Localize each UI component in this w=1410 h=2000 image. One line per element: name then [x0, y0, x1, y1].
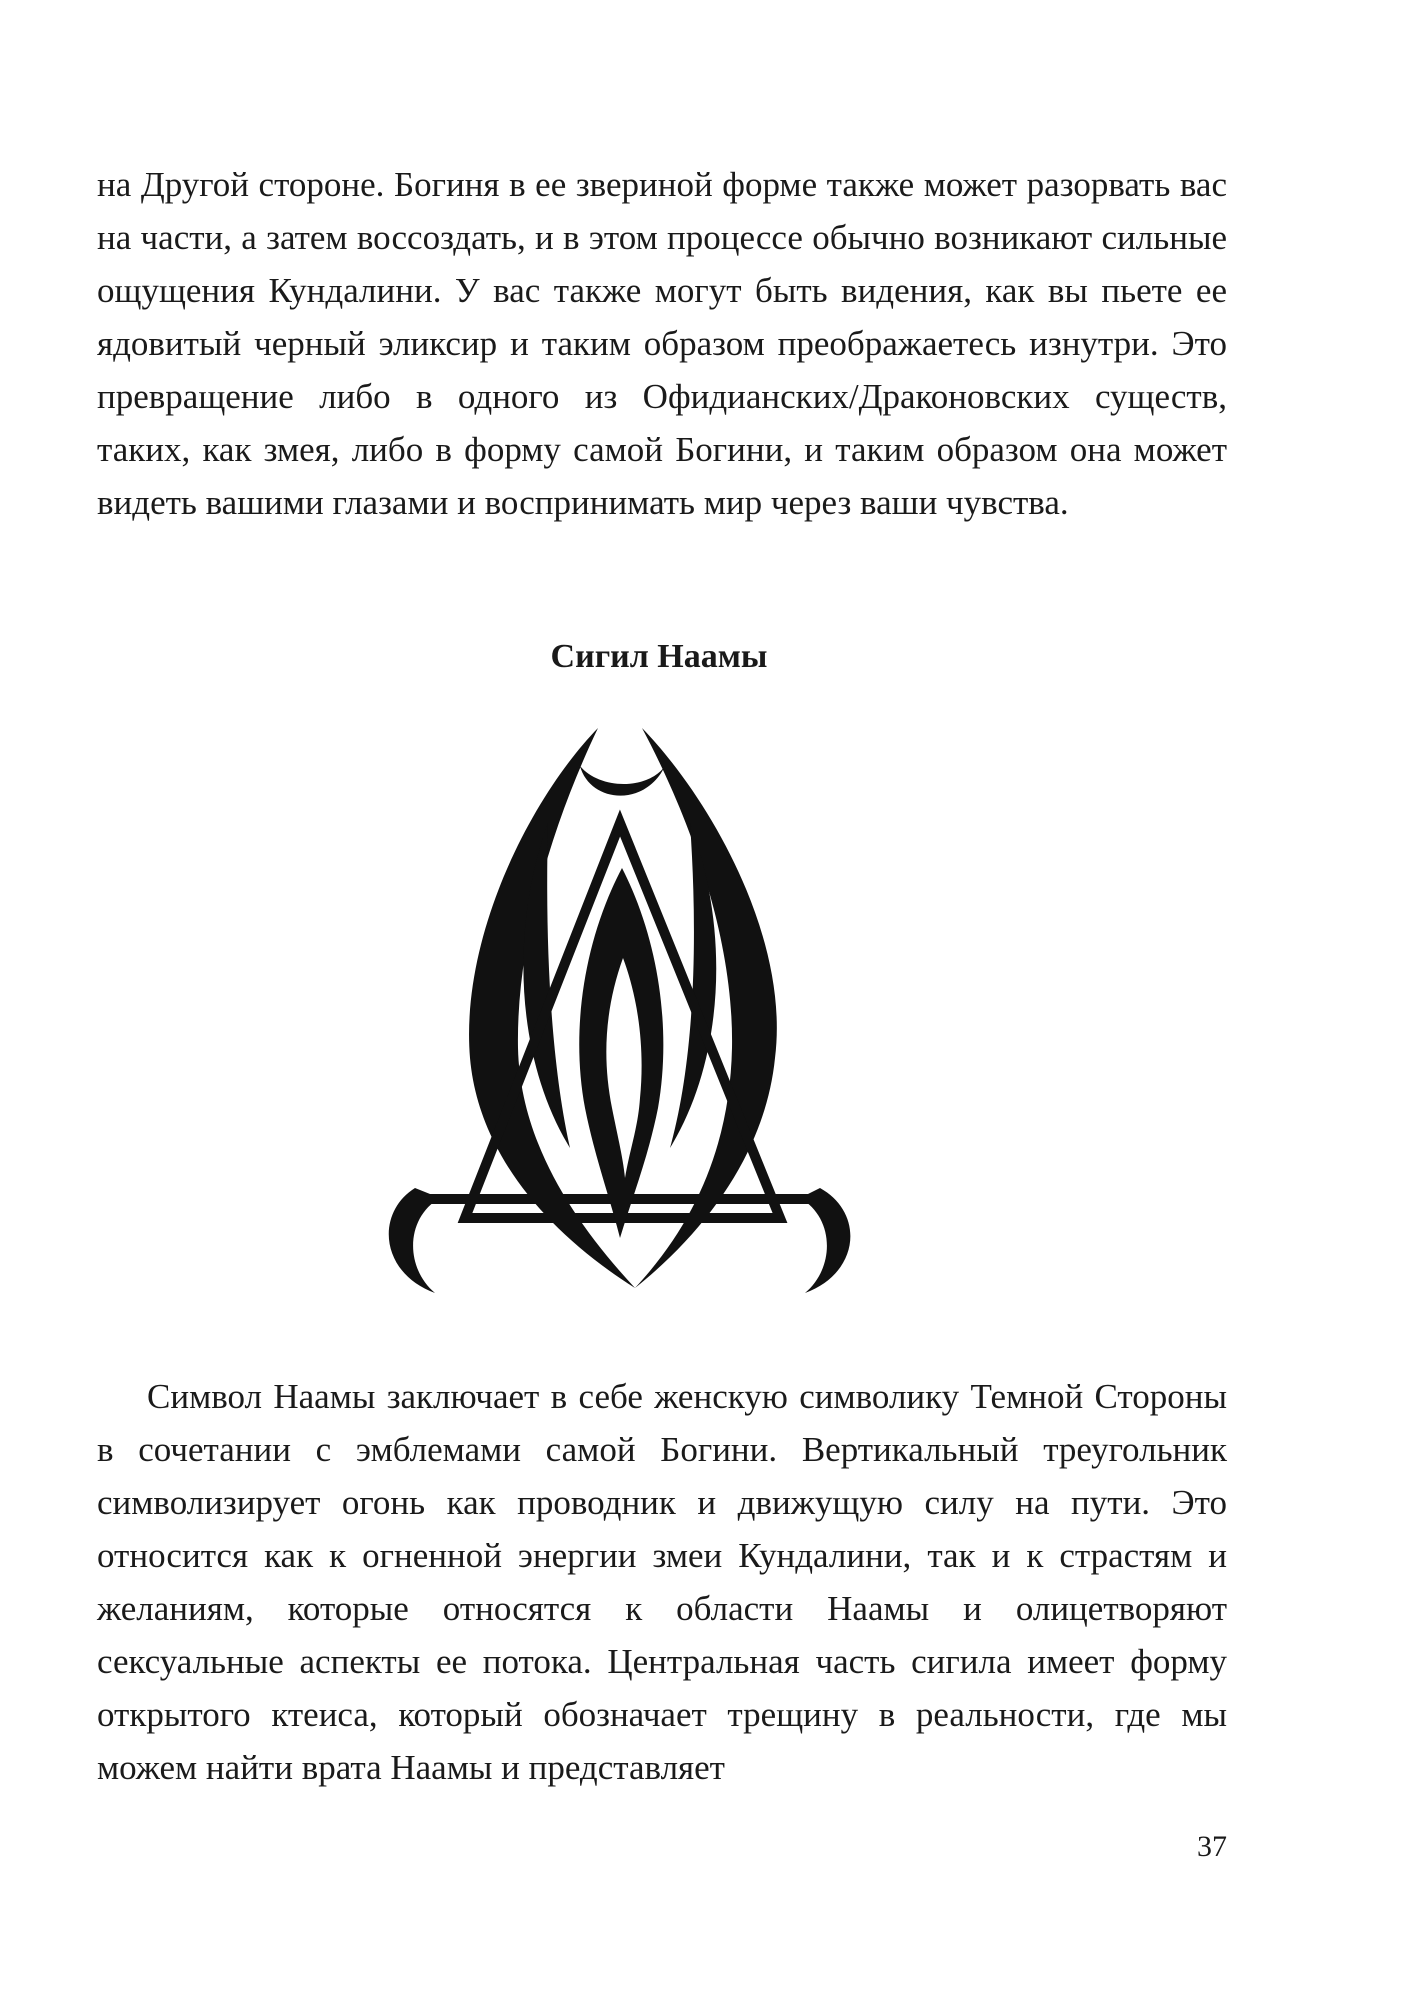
sigil-drawing [389, 728, 851, 1293]
paragraph-bottom [97, 1370, 1227, 1794]
paragraph-top-text: на Другой стороне. Богиня в ее звериной форме также может разорвать вас на части, а затем воссоздать, и в этом процессе обычно возникают сильные ощущения Кундалини. У вас также могут быть видения, как вы пьете ее ядовитый черный эликсир и таким образом преображаетесь изнутри. Это превращение либо в одного из Офидианских/Драконовских существ, таких, как змея, либо в форму самой Богини, и таким образом она может видеть вашими глазами и воспринимать мир через ваши чувства. [97, 165, 1227, 522]
paragraph-bottom-text: Символ Наамы заключает в себе женскую символику Темной Стороны в сочетании с эмблемами самой Богини. Вертикальный треугольник символизирует огонь как проводник и движущую силу на пути. Это относится как к огненной энергии змеи Кундалини, так и к страстям и желаниям, которые относятся к области Наамы и олицетворяют сексуальные аспекты ее потока. Центральная часть сигила имеет форму открытого ктеиса, который обозначает трещину в реальности, где мы можем найти врата Наамы и представляет [97, 1377, 1227, 1787]
section-heading: Сигил Наамы [550, 638, 768, 675]
paragraph-top [97, 158, 1227, 529]
page-number: 37 [1197, 1830, 1227, 1863]
naamah-sigil-image [380, 728, 940, 1298]
top-crescent-moon [580, 766, 665, 796]
